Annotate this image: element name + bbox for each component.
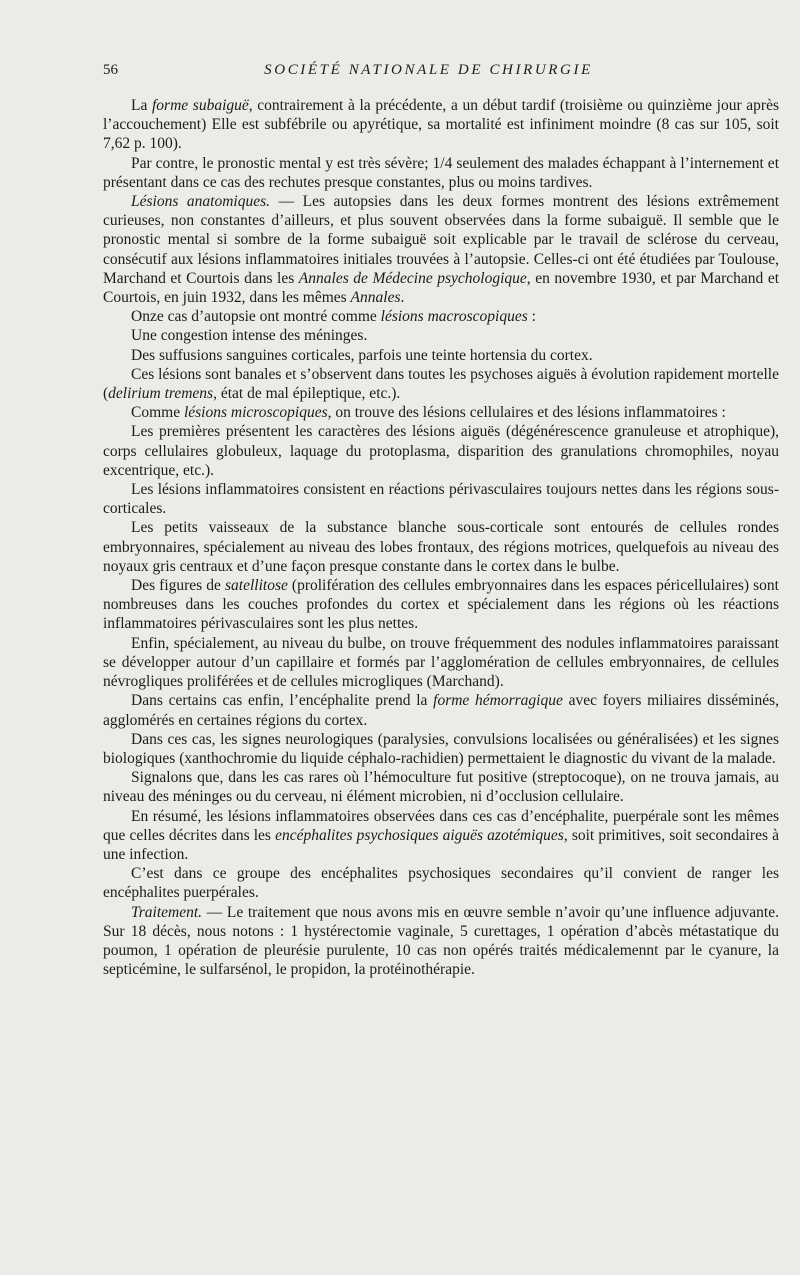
paragraph: Dans ces cas, les signes neurologiques (paralysies, convulsions localisées ou généralisées) et les signes biologiques (xanthochromie du liquide céphalo-rachidien) permettaient le diagnostic du vivant de la malade. — [103, 730, 779, 767]
paragraph: Enfin, spécialement, au niveau du bulbe, on trouve fréquemment des nodules inflammatoires paraissant se développer autour d’un capillaire et formés par l’agglomération de cellules embryonnaires, de cellules névrogliques proliférées et de cellules microgliques (Marchand). — [103, 634, 779, 691]
paragraph: Ces lésions sont banales et s’observent dans toutes les psychoses aiguës à évolution rapidement mortelle (delirium tremens, état de mal épileptique, etc.). — [103, 365, 779, 403]
paragraph: Les petits vaisseaux de la substance blanche sous-corticale sont entourés de cellules rondes embryonnaires, spécialement au niveau des lobes frontaux, des régions motrices, quelquefois au niveau des noyaux gris centraux et d’une façon presque constante dans le cortex dans le bulbe. — [103, 519, 779, 575]
body-text — [103, 96, 779, 979]
paragraph: Dans certains cas enfin, l’encéphalite prend la forme hémorragique avec foyers miliaires disséminés, agglomérés en certaines régions du cortex. — [103, 692, 780, 729]
paragraph: Onze cas d’autopsie ont montré comme lésions macroscopiques : — [131, 308, 536, 326]
paragraph: Des suffusions sanguines corticales, parfois une teinte hortensia du cortex. — [131, 346, 593, 364]
section-heading: Lésions anatomiques. — [131, 193, 271, 211]
paragraph: Signalons que, dans les cas rares où l’hémoculture fut positive (streptocoque), on ne trouva jamais, au niveau des méninges ou du cerveau, ni élément microbien, ni d’occlusion cellulaire. — [103, 769, 779, 806]
paragraph: Les lésions inflammatoires consistent en réactions périvasculaires toujours nettes dans les régions sous-corticales. — [103, 481, 779, 518]
paragraph: En résumé, les lésions inflammatoires observées dans ces cas d’encéphalite, puerpérale sont les mêmes que celles décrites dans les encéphalites psychosiques aiguës azotémiques, soit primitives, soit secondaires à une infection. — [103, 807, 780, 863]
paragraph-traitement: Traitement. — Le traitement que nous avons mis en œuvre semble n’avoir qu’une influence adjuvante. Sur 18 décès, nous notons : 1 hystérectomie vaginale, 5 curettages, 1 opération d’abcès métastatique du poumon, 1 opération de pleurésie purulente, 10 cas non opérés traités médicalemennt par le cyanure, la septicémine, le sulfarsénol, le propidon, la protéinothérapie. — [103, 903, 779, 979]
running-title: SOCIÉTÉ NATIONALE DE CHIRURGIE — [264, 62, 593, 78]
paragraph: Par contre, le pronostic mental y est très sévère; 1/4 seulement des malades échappant à l’internement et présentant dans ce cas des rechutes presque constantes, plus ou moins tardives. — [103, 154, 779, 191]
page-header — [103, 62, 734, 84]
section-heading: Traitement. — [131, 903, 203, 921]
paragraph-lesions-anatomiques: Lésions anatomiques. — Les autopsies dans les deux formes montrent des lésions extrêmement curieuses, non constantes d’ailleurs, et plus souvent observées dans la forme subaiguë. Il semble que le pronostic mental si sombre de la forme subaiguë soit explicable par le travail de sclérose du cerveau, consécutif aux lésions inflammatoires initiales trouvées à l’autopsie. Celles-ci ont été étudiées par Toulouse, Marchand et Courtois dans les Annales de Médecine psychologique, en novembre 1930, et par Marchand et Courtois, en juin 1932, dans les mêmes Annales. — [103, 193, 779, 307]
page-number: 56 — [103, 62, 118, 78]
paragraph: La forme subaiguë, contrairement à la précédente, a un début tardif (troisième ou quinzième jour après l’accouchement) Elle est subfébrile ou apyrétique, sa mortalité est infiniment moindre (8 cas sur 105, soit 7,62 p. 100). — [103, 97, 779, 153]
paragraph: Des figures de satellitose (prolifération des cellules embryonnaires dans les espaces péricellulaires) sont nombreuses dans les couches profondes du cortex et spécialement dans les régions où les réactions inflammatoires périvasculaires sont les plus nettes. — [103, 577, 779, 633]
paragraph: C’est dans ce groupe des encéphalites psychosiques secondaires qu’il convient de ranger les encéphalites puerpérales. — [103, 865, 779, 902]
paragraph: Comme lésions microscopiques, on trouve des lésions cellulaires et des lésions inflammatoires : — [131, 404, 726, 422]
paragraph: Une congestion intense des méninges. — [131, 327, 368, 345]
paragraph: Les premières présentent les caractères des lésions aiguës (dégénérescence granuleuse et atrophique), corps cellulaires globuleux, laquage du protoplasma, disparition des granulations chromophiles, noyau excentrique, etc.). — [103, 423, 779, 479]
